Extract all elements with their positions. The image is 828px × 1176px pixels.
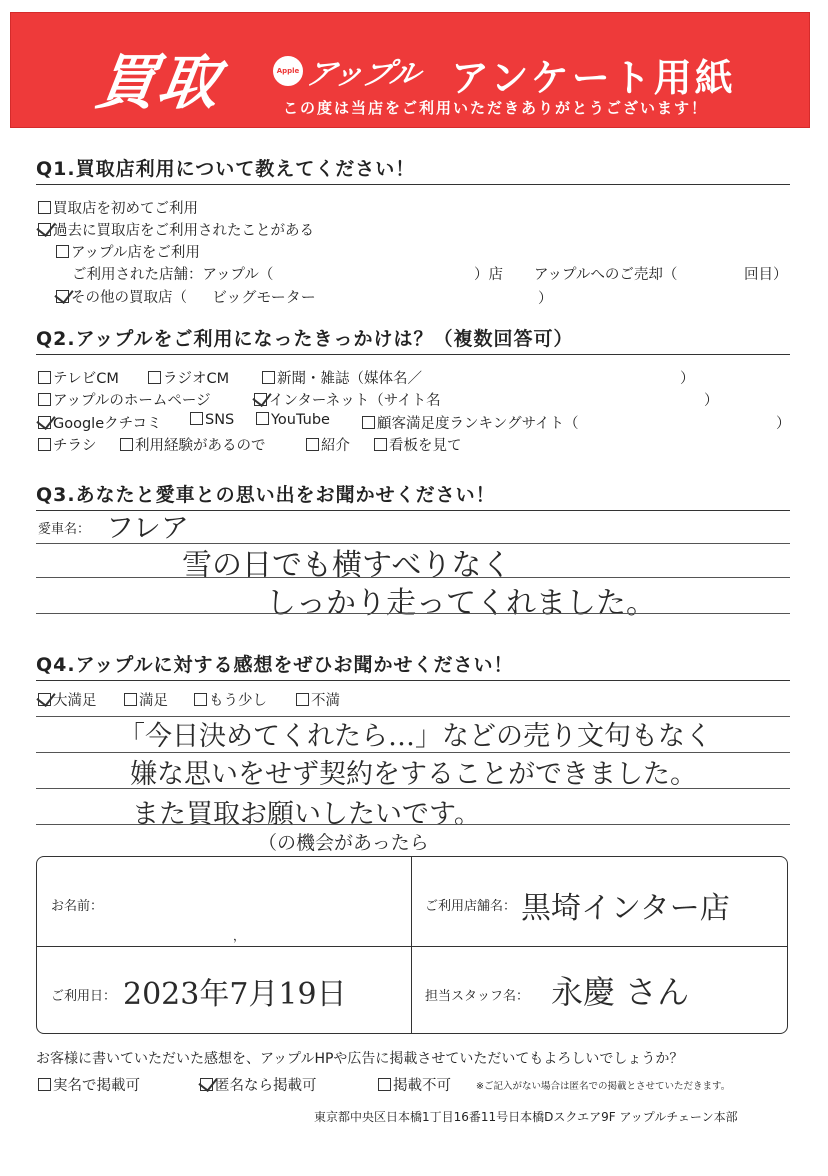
q3-heading: Q3.あなたと愛車との思い出をお聞かせください！	[36, 484, 496, 506]
store-label: ご利用店舗名：	[425, 899, 517, 914]
checkbox-apple-store[interactable]	[56, 245, 69, 258]
publish-real-name: 実名で掲載可	[38, 1074, 140, 1095]
q1-other-store-value: ビッグモーター	[212, 288, 316, 306]
date-label: ご利用日：	[51, 989, 117, 1004]
name-label: お名前：	[51, 899, 104, 914]
q1-other-store-suffix: ）	[538, 291, 553, 307]
q3-ruled-line-3	[36, 613, 790, 614]
store-value: 黒埼インター店	[521, 891, 730, 926]
q2-opt-signboard: 看板を見て	[374, 434, 462, 455]
staff-label: 担当スタッフ名：	[425, 989, 530, 1004]
header-banner	[10, 12, 810, 128]
q1-rule	[36, 184, 790, 185]
checkbox-newspaper[interactable]	[262, 371, 275, 384]
info-divider-horizontal	[37, 946, 787, 947]
q2-opt-referral: 紹介	[306, 434, 350, 455]
q3-memory-line2: しっかり走ってくれました。	[266, 586, 656, 621]
checkbox-flyer[interactable]	[38, 438, 51, 451]
q2-rule	[36, 354, 790, 355]
q4-opt-very-satisfied: 大満足	[38, 689, 97, 710]
checkbox-youtube[interactable]	[256, 412, 269, 425]
q2-opt-homepage: アップルのホームページ	[38, 389, 211, 410]
q2-opt-internet: インターネット（サイト名	[254, 389, 441, 410]
page-subtitle: この度は当店をご利用いただきありがとうございます！	[283, 99, 709, 117]
q2-heading: Q2.アップルをご利用になったきっかけは？（複数回答可）	[36, 328, 574, 350]
publish-consent-question: お客様に書いていただいた感想を、アップルHPや広告に掲載させていただいてもよろしいでしょうか？	[36, 1051, 684, 1067]
checkbox-radio-cm[interactable]	[148, 371, 161, 384]
checkbox-signboard[interactable]	[374, 438, 387, 451]
company-address: 東京都中央区日本橋1丁目16番11号日本橋Dスクエア9F アップルチェーン本部	[314, 1110, 738, 1124]
q1-first-time: 買取店を初めてご利用	[38, 197, 198, 218]
q3-memory-line1: 雪の日でも横すべりなく	[182, 548, 512, 583]
checkbox-used-before[interactable]	[38, 223, 51, 236]
publish-anonymous: 匿名なら掲載可	[200, 1074, 317, 1095]
q2-opt-experience: 利用経験があるので	[120, 434, 266, 455]
q2-opt-tv: テレビCM	[38, 367, 119, 388]
page-title: アンケート用紙	[451, 56, 736, 100]
q4-heading: Q4.アップルに対する感想をぜひお聞かせください！	[36, 654, 514, 676]
q2-opt-radio: ラジオCM	[148, 367, 229, 388]
publish-note: ※ご記入がない場合は匿名での掲載とさせていただきます。	[476, 1081, 731, 1092]
q1-sales-count-suffix: 回目）	[744, 267, 788, 283]
checkbox-first-time[interactable]	[38, 201, 51, 214]
q4-comment-line1: 「今日決めてくれたら…」などの売り文句もなく	[118, 721, 712, 752]
q2-opt-youtube: YouTube	[256, 412, 330, 428]
kaitori-badge: 買取	[91, 48, 226, 118]
q4-opt-somewhat: もう少し	[194, 689, 267, 710]
apple-seal-icon: Apple	[273, 56, 303, 86]
checkbox-homepage[interactable]	[38, 393, 51, 406]
checkbox-referral[interactable]	[306, 438, 319, 451]
checkbox-somewhat[interactable]	[194, 693, 207, 706]
q4-ruled-line-3	[36, 788, 790, 789]
q4-comment-line3: また買取お願いしたいです。	[132, 799, 481, 830]
checkbox-no-publish[interactable]	[378, 1078, 391, 1091]
checkbox-ranking-site[interactable]	[362, 416, 375, 429]
q3-car-label: 愛車名：	[38, 522, 91, 537]
name-mark: ，	[233, 929, 246, 943]
checkbox-internet[interactable]	[254, 393, 267, 406]
staff-value: 永慶 さん	[551, 973, 690, 1011]
checkbox-dissatisfied[interactable]	[296, 693, 309, 706]
checkbox-other-store[interactable]	[56, 290, 69, 303]
q2-row3-close: ）	[776, 416, 791, 432]
q4-ruled-line-4	[36, 824, 790, 825]
checkbox-tv-cm[interactable]	[38, 371, 51, 384]
q2-opt-flyer: チラシ	[38, 434, 97, 455]
q3-car-value: フレア	[106, 511, 189, 544]
apple-logo	[273, 51, 423, 92]
customer-info-table	[36, 856, 788, 1034]
q1-sales-count-label: アップルへのご売却（	[534, 267, 678, 283]
checkbox-very-satisfied[interactable]	[38, 693, 51, 706]
q4-comment-line2: 嫌な思いをせず契約をすることができました。	[130, 759, 697, 790]
q2-opt-sns: SNS	[190, 412, 234, 428]
checkbox-google-reviews[interactable]	[38, 416, 51, 429]
checkbox-anonymous[interactable]	[200, 1078, 213, 1091]
q1-used-before: 過去に買取店をご利用されたことがある	[38, 219, 314, 240]
q4-rule	[36, 680, 790, 681]
q1-apple-store: アップル店をご利用	[56, 241, 200, 262]
checkbox-sns[interactable]	[190, 412, 203, 425]
q1-other-store: その他の買取店（	[56, 286, 187, 307]
publish-no: 掲載不可	[378, 1074, 451, 1095]
q1-heading: Q1.買取店利用について教えてください！	[36, 158, 416, 180]
info-divider-vertical	[411, 857, 412, 1033]
q2-row2-close: ）	[704, 393, 719, 409]
checkbox-real-name[interactable]	[38, 1078, 51, 1091]
q2-opt-newspaper: 新聞・雑誌（媒体名／	[262, 367, 422, 388]
q4-opt-satisfied: 満足	[124, 689, 168, 710]
q2-row1-close: ）	[680, 371, 695, 387]
q1-store-used-suffix: ）店	[474, 267, 503, 283]
checkbox-experience[interactable]	[120, 438, 133, 451]
apple-logo-text: アップル	[302, 57, 423, 92]
date-value: 2023年7月19日	[123, 977, 347, 1012]
q1-store-used-label: ご利用された店舗：アップル（	[72, 267, 274, 283]
checkbox-satisfied[interactable]	[124, 693, 137, 706]
q2-opt-ranking: 顧客満足度ランキングサイト（	[362, 412, 579, 433]
q4-comment-line4: （の機会があったら	[258, 832, 429, 854]
q2-opt-google: Googleクチコミ	[38, 412, 162, 433]
q4-opt-dissatisfied: 不満	[296, 689, 340, 710]
